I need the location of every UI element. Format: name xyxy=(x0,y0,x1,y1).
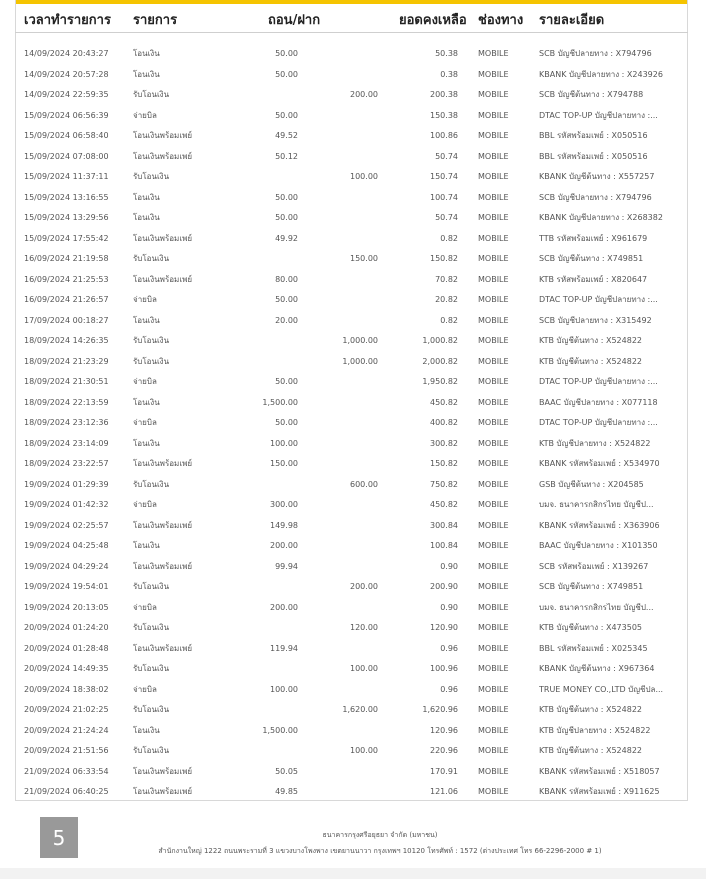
header-balance: ยอดคงเหลือ xyxy=(399,13,467,28)
table-row xyxy=(15,126,688,147)
row-balance: 0.90 xyxy=(440,602,458,612)
row-time: 19/09/2024 04:29:24 xyxy=(24,561,109,571)
row-type: รับโอนเงิน xyxy=(133,582,170,591)
row-time: 14/09/2024 22:59:35 xyxy=(24,90,109,99)
row-detail: SCB บัญชีต้นทาง : X749851 xyxy=(539,582,644,591)
row-channel: MOBILE xyxy=(478,705,509,714)
row-balance: 150.38 xyxy=(430,110,458,120)
row-channel: MOBILE xyxy=(478,295,509,304)
table-row xyxy=(15,147,688,168)
row-balance: 1,620.96 xyxy=(422,705,458,714)
row-type: โอนเงิน xyxy=(133,725,160,735)
row-time: 20/09/2024 01:28:48 xyxy=(24,643,109,653)
row-channel: MOBILE xyxy=(478,602,509,612)
table-row xyxy=(15,721,688,742)
table-row xyxy=(15,393,688,414)
row-detail: KBANK บัญชีปลายทาง : X268382 xyxy=(539,213,663,222)
row-detail: KTB บัญชีต้นทาง : X524822 xyxy=(539,746,643,755)
row-time: 20/09/2024 21:02:25 xyxy=(24,705,109,714)
row-channel: MOBILE xyxy=(478,90,509,99)
row-balance: 400.82 xyxy=(430,418,458,427)
row-time: 20/09/2024 21:51:56 xyxy=(24,746,109,755)
row-time: 14/09/2024 20:57:28 xyxy=(24,69,109,79)
row-channel: MOBILE xyxy=(478,397,509,407)
row-type: จ่ายบิล xyxy=(133,418,157,427)
table-row xyxy=(15,290,688,311)
row-withdraw: 1,500.00 xyxy=(262,725,298,735)
row-type: จ่ายบิล xyxy=(133,684,157,694)
row-type: โอนเงิน xyxy=(133,49,160,58)
row-type: โอนเงิน xyxy=(133,438,160,448)
row-channel: MOBILE xyxy=(478,746,509,755)
row-balance: 100.96 xyxy=(430,664,458,673)
row-withdraw: 50.05 xyxy=(275,766,298,776)
row-deposit: 150.00 xyxy=(350,254,378,263)
row-balance: 220.96 xyxy=(430,746,458,755)
row-balance: 100.84 xyxy=(430,541,458,550)
row-time: 18/09/2024 21:30:51 xyxy=(24,377,109,386)
row-balance: 0.82 xyxy=(440,233,458,243)
row-channel: MOBILE xyxy=(478,643,509,653)
row-balance: 170.91 xyxy=(430,766,458,776)
row-type: รับโอนเงิน xyxy=(133,623,170,632)
row-detail: DTAC TOP-UP บัญชีปลายทาง :... xyxy=(539,295,658,304)
row-balance: 0.96 xyxy=(440,684,458,694)
table-row xyxy=(15,270,688,291)
row-withdraw: 80.00 xyxy=(275,274,298,284)
row-type: จ่ายบิล xyxy=(133,377,157,386)
row-channel: MOBILE xyxy=(478,520,509,530)
table-row xyxy=(15,495,688,516)
row-time: 19/09/2024 20:13:05 xyxy=(24,602,109,612)
row-time: 15/09/2024 06:56:39 xyxy=(24,110,109,120)
table-row xyxy=(15,762,688,783)
row-balance: 150.82 xyxy=(430,459,458,468)
row-detail: TRUE MONEY CO.,LTD บัญชีปล... xyxy=(539,684,664,694)
row-type: โอนเงิน xyxy=(133,69,160,79)
row-channel: MOBILE xyxy=(478,623,509,632)
row-channel: MOBILE xyxy=(478,459,509,468)
row-detail: DTAC TOP-UP บัญชีปลายทาง :... xyxy=(539,377,658,386)
row-detail: KTB บัญชีต้นทาง : X473505 xyxy=(539,623,643,632)
table-row xyxy=(15,188,688,209)
row-type: โอนเงินพร้อมเพย์ xyxy=(133,459,193,468)
row-channel: MOBILE xyxy=(478,213,509,222)
row-deposit: 200.00 xyxy=(350,582,378,591)
row-channel: MOBILE xyxy=(478,664,509,673)
row-withdraw: 200.00 xyxy=(270,541,298,550)
row-channel: MOBILE xyxy=(478,151,509,161)
row-withdraw: 50.00 xyxy=(275,213,298,222)
row-withdraw: 49.85 xyxy=(275,787,298,796)
row-time: 18/09/2024 23:14:09 xyxy=(24,438,109,448)
table-row xyxy=(15,536,688,557)
row-withdraw: 50.00 xyxy=(275,295,298,304)
row-withdraw: 300.00 xyxy=(270,500,298,509)
row-detail: KTB บัญชีต้นทาง : X524822 xyxy=(539,336,643,345)
row-detail: BBL รหัสพร้อมเพย์ : X050516 xyxy=(539,151,648,161)
header-detail: รายละเอียด xyxy=(539,13,605,28)
row-time: 18/09/2024 22:13:59 xyxy=(24,397,109,407)
row-withdraw: 50.00 xyxy=(275,192,298,202)
table-row xyxy=(15,311,688,332)
row-type: โอนเงินพร้อมเพย์ xyxy=(133,274,193,284)
row-deposit: 1,000.00 xyxy=(342,356,378,366)
row-channel: MOBILE xyxy=(478,561,509,571)
row-time: 19/09/2024 01:42:32 xyxy=(24,500,109,509)
row-time: 15/09/2024 06:58:40 xyxy=(24,131,109,140)
row-time: 20/09/2024 01:24:20 xyxy=(24,623,109,632)
row-type: รับโอนเงิน xyxy=(133,254,170,263)
row-withdraw: 99.94 xyxy=(275,561,298,571)
row-detail: BAAC บัญชีปลายทาง : X101350 xyxy=(539,541,658,550)
transaction-list xyxy=(15,44,688,803)
row-detail: SCB บัญชีปลายทาง : X794796 xyxy=(539,192,652,202)
row-type: จ่ายบิล xyxy=(133,500,157,509)
row-balance: 750.82 xyxy=(430,479,458,489)
row-channel: MOBILE xyxy=(478,787,509,796)
row-deposit: 200.00 xyxy=(350,90,378,99)
row-balance: 150.74 xyxy=(430,172,458,181)
row-time: 18/09/2024 23:22:57 xyxy=(24,459,109,468)
row-type: โอนเงินพร้อมเพย์ xyxy=(133,643,193,653)
row-withdraw: 50.12 xyxy=(275,151,298,161)
table-row xyxy=(15,106,688,127)
row-channel: MOBILE xyxy=(478,541,509,550)
row-detail: KTB บัญชีต้นทาง : X524822 xyxy=(539,705,643,714)
row-withdraw: 20.00 xyxy=(275,315,298,325)
row-balance: 0.38 xyxy=(440,69,458,79)
row-detail: KTB รหัสพร้อมเพย์ : X820647 xyxy=(539,274,648,284)
table-row xyxy=(15,208,688,229)
row-balance: 300.84 xyxy=(430,520,458,530)
table-row xyxy=(15,598,688,619)
row-type: โอนเงินพร้อมเพย์ xyxy=(133,131,193,140)
row-detail: บมจ. ธนาคารกสิกรไทย บัญชีป... xyxy=(539,500,654,509)
row-channel: MOBILE xyxy=(478,233,509,243)
row-balance: 0.90 xyxy=(440,561,458,571)
header-amount: ถอน/ฝาก xyxy=(268,13,321,28)
row-channel: MOBILE xyxy=(478,766,509,776)
row-channel: MOBILE xyxy=(478,131,509,140)
row-balance: 0.82 xyxy=(440,315,458,325)
footer-bank-name: ธนาคารกรุงศรีอยุธยา จำกัด (มหาชน) xyxy=(322,831,438,839)
row-deposit: 1,620.00 xyxy=(342,705,378,714)
row-balance: 2,000.82 xyxy=(422,356,458,366)
row-type: รับโอนเงิน xyxy=(133,90,170,99)
header-type: รายการ xyxy=(133,13,178,28)
row-channel: MOBILE xyxy=(478,418,509,427)
row-channel: MOBILE xyxy=(478,377,509,386)
row-time: 18/09/2024 21:23:29 xyxy=(24,356,109,366)
row-type: โอนเงินพร้อมเพย์ xyxy=(133,766,193,776)
row-channel: MOBILE xyxy=(478,725,509,735)
row-type: โอนเงิน xyxy=(133,213,160,222)
row-detail: BBL รหัสพร้อมเพย์ : X050516 xyxy=(539,131,648,140)
table-row xyxy=(15,372,688,393)
row-balance: 200.90 xyxy=(430,582,458,591)
row-balance: 120.96 xyxy=(430,725,458,735)
header-time: เวลาทำรายการ xyxy=(24,13,111,28)
row-type: รับโอนเงิน xyxy=(133,664,170,673)
row-deposit: 100.00 xyxy=(350,746,378,755)
row-type: โอนเงินพร้อมเพย์ xyxy=(133,520,193,530)
row-type: โอนเงิน xyxy=(133,192,160,202)
row-channel: MOBILE xyxy=(478,172,509,181)
table-row xyxy=(15,167,688,188)
row-withdraw: 150.00 xyxy=(270,459,298,468)
row-detail: GSB บัญชีต้นทาง : X204585 xyxy=(539,479,644,489)
row-detail: KBANK รหัสพร้อมเพย์ : X911625 xyxy=(539,787,660,796)
table-row xyxy=(15,475,688,496)
row-detail: SCB บัญชีปลายทาง : X794796 xyxy=(539,49,652,58)
row-time: 15/09/2024 07:08:00 xyxy=(24,151,109,161)
row-time: 19/09/2024 19:54:01 xyxy=(24,582,109,591)
row-withdraw: 49.52 xyxy=(275,131,298,140)
row-channel: MOBILE xyxy=(478,274,509,284)
row-withdraw: 50.00 xyxy=(275,110,298,120)
table-row xyxy=(15,659,688,680)
row-balance: 1,950.82 xyxy=(422,377,458,386)
row-channel: MOBILE xyxy=(478,192,509,202)
row-balance: 0.96 xyxy=(440,643,458,653)
table-row xyxy=(15,577,688,598)
row-channel: MOBILE xyxy=(478,110,509,120)
table-row xyxy=(15,516,688,537)
row-type: รับโอนเงิน xyxy=(133,705,170,714)
table-row xyxy=(15,454,688,475)
row-time: 17/09/2024 00:18:27 xyxy=(24,315,109,325)
row-type: รับโอนเงิน xyxy=(133,479,170,489)
row-channel: MOBILE xyxy=(478,356,509,366)
row-time: 15/09/2024 13:29:56 xyxy=(24,213,109,222)
row-withdraw: 50.00 xyxy=(275,49,298,58)
row-channel: MOBILE xyxy=(478,684,509,694)
row-channel: MOBILE xyxy=(478,49,509,58)
row-detail: KBANK บัญชีต้นทาง : X557257 xyxy=(539,172,655,181)
row-type: จ่ายบิล xyxy=(133,295,157,304)
row-balance: 150.82 xyxy=(430,254,458,263)
row-deposit: 100.00 xyxy=(350,172,378,181)
table-row xyxy=(15,229,688,250)
row-withdraw: 100.00 xyxy=(270,438,298,448)
row-balance: 100.86 xyxy=(430,131,458,140)
row-deposit: 100.00 xyxy=(350,664,378,673)
header-channel: ช่องทาง xyxy=(478,13,524,28)
row-detail: TTB รหัสพร้อมเพย์ : X961679 xyxy=(539,233,648,243)
row-channel: MOBILE xyxy=(478,582,509,591)
row-type: โอนเงินพร้อมเพย์ xyxy=(133,151,193,161)
table-row xyxy=(15,700,688,721)
row-withdraw: 50.00 xyxy=(275,418,298,427)
row-deposit: 1,000.00 xyxy=(342,336,378,345)
row-detail: KBANK รหัสพร้อมเพย์ : X363906 xyxy=(539,520,660,530)
table-row xyxy=(15,434,688,455)
row-detail: DTAC TOP-UP บัญชีปลายทาง :... xyxy=(539,418,658,427)
row-detail: BBL รหัสพร้อมเพย์ : X025345 xyxy=(539,643,648,653)
row-time: 19/09/2024 02:25:57 xyxy=(24,520,109,530)
row-balance: 50.38 xyxy=(435,49,458,58)
row-detail: KBANK รหัสพร้อมเพย์ : X518057 xyxy=(539,766,660,776)
row-time: 16/09/2024 21:26:57 xyxy=(24,295,109,304)
row-type: โอนเงินพร้อมเพย์ xyxy=(133,233,193,243)
row-channel: MOBILE xyxy=(478,336,509,345)
row-time: 20/09/2024 14:49:35 xyxy=(24,664,109,673)
row-detail: DTAC TOP-UP บัญชีปลายทาง :... xyxy=(539,110,658,120)
row-balance: 70.82 xyxy=(435,274,458,284)
row-time: 20/09/2024 21:24:24 xyxy=(24,725,109,735)
table-header xyxy=(15,4,688,33)
table-row xyxy=(15,639,688,660)
row-detail: BAAC บัญชีปลายทาง : X077118 xyxy=(539,397,658,407)
row-type: โอนเงิน xyxy=(133,397,160,407)
row-balance: 100.74 xyxy=(430,192,458,202)
row-withdraw: 149.98 xyxy=(270,520,298,530)
row-type: รับโอนเงิน xyxy=(133,336,170,345)
row-type: โอนเงินพร้อมเพย์ xyxy=(133,787,193,796)
row-channel: MOBILE xyxy=(478,438,509,448)
row-time: 21/09/2024 06:40:25 xyxy=(24,787,109,796)
row-time: 21/09/2024 06:33:54 xyxy=(24,766,109,776)
row-detail: บมจ. ธนาคารกสิกรไทย บัญชีป... xyxy=(539,602,654,612)
row-withdraw: 119.94 xyxy=(270,643,298,653)
row-withdraw: 50.00 xyxy=(275,377,298,386)
footer-address: สำนักงานใหญ่ 1222 ถนนพระรามที่ 3 แขวงบางโพงพาง เขตยานนาวา กรุงเทพฯ 10120 โทรศัพท์ : 1572 (ต่างประเทศ โทร 66-2296-2000 # 1) xyxy=(158,847,602,855)
row-detail: SCB บัญชีต้นทาง : X794788 xyxy=(539,90,644,99)
row-balance: 20.82 xyxy=(435,295,458,304)
table-row xyxy=(15,44,688,65)
row-withdraw: 1,500.00 xyxy=(262,397,298,407)
row-channel: MOBILE xyxy=(478,479,509,489)
row-type: จ่ายบิล xyxy=(133,602,157,612)
row-time: 16/09/2024 21:19:58 xyxy=(24,254,109,263)
row-detail: KTB บัญชีปลายทาง : X524822 xyxy=(539,725,651,735)
row-balance: 120.90 xyxy=(430,623,458,632)
row-detail: KBANK บัญชีต้นทาง : X967364 xyxy=(539,664,655,673)
row-type: โอนเงิน xyxy=(133,541,160,550)
table-row xyxy=(15,680,688,701)
row-balance: 50.74 xyxy=(435,151,458,161)
table-row xyxy=(15,413,688,434)
table-row xyxy=(15,85,688,106)
row-channel: MOBILE xyxy=(478,254,509,263)
row-balance: 300.82 xyxy=(430,438,458,448)
row-time: 18/09/2024 14:26:35 xyxy=(24,336,109,345)
row-time: 15/09/2024 13:16:55 xyxy=(24,192,109,202)
row-detail: KTB บัญชีต้นทาง : X524822 xyxy=(539,356,643,366)
page-number-badge: 5 xyxy=(40,817,78,858)
row-time: 19/09/2024 04:25:48 xyxy=(24,541,109,550)
row-channel: MOBILE xyxy=(478,500,509,509)
row-detail: SCB รหัสพร้อมเพย์ : X139267 xyxy=(539,561,649,571)
row-type: รับโอนเงิน xyxy=(133,746,170,755)
row-time: 15/09/2024 17:55:42 xyxy=(24,233,109,243)
row-type: รับโอนเงิน xyxy=(133,356,170,366)
row-balance: 121.06 xyxy=(430,787,458,796)
row-time: 16/09/2024 21:25:53 xyxy=(24,274,109,284)
row-withdraw: 50.00 xyxy=(275,69,298,79)
row-type: โอนเงินพร้อมเพย์ xyxy=(133,561,193,571)
row-detail: SCB บัญชีปลายทาง : X315492 xyxy=(539,315,652,325)
table-row xyxy=(15,65,688,86)
row-balance: 450.82 xyxy=(430,397,458,407)
row-time: 19/09/2024 01:29:39 xyxy=(24,479,109,489)
table-row xyxy=(15,352,688,373)
row-channel: MOBILE xyxy=(478,315,509,325)
row-withdraw: 200.00 xyxy=(270,602,298,612)
row-type: รับโอนเงิน xyxy=(133,172,170,181)
row-balance: 1,000.82 xyxy=(422,336,458,345)
row-balance: 200.38 xyxy=(430,90,458,99)
row-withdraw: 100.00 xyxy=(270,684,298,694)
row-time: 20/09/2024 18:38:02 xyxy=(24,684,109,694)
table-row xyxy=(15,557,688,578)
table-row xyxy=(15,618,688,639)
row-detail: KBANK บัญชีปลายทาง : X243926 xyxy=(539,69,663,79)
row-balance: 50.74 xyxy=(435,213,458,222)
row-balance: 450.82 xyxy=(430,500,458,509)
row-detail: KTB บัญชีปลายทาง : X524822 xyxy=(539,438,651,448)
row-channel: MOBILE xyxy=(478,69,509,79)
row-detail: KBANK รหัสพร้อมเพย์ : X534970 xyxy=(539,459,660,468)
row-time: 18/09/2024 23:12:36 xyxy=(24,418,109,427)
table-row xyxy=(15,331,688,352)
row-deposit: 600.00 xyxy=(350,479,378,489)
row-withdraw: 49.92 xyxy=(275,233,298,243)
row-time: 15/09/2024 11:37:11 xyxy=(24,172,109,181)
row-deposit: 120.00 xyxy=(350,623,378,632)
row-time: 14/09/2024 20:43:27 xyxy=(24,49,109,58)
table-row xyxy=(15,782,688,803)
table-row xyxy=(15,249,688,270)
row-type: โอนเงิน xyxy=(133,315,160,325)
row-detail: SCB บัญชีต้นทาง : X749851 xyxy=(539,254,644,263)
table-row xyxy=(15,741,688,762)
row-type: จ่ายบิล xyxy=(133,110,157,120)
